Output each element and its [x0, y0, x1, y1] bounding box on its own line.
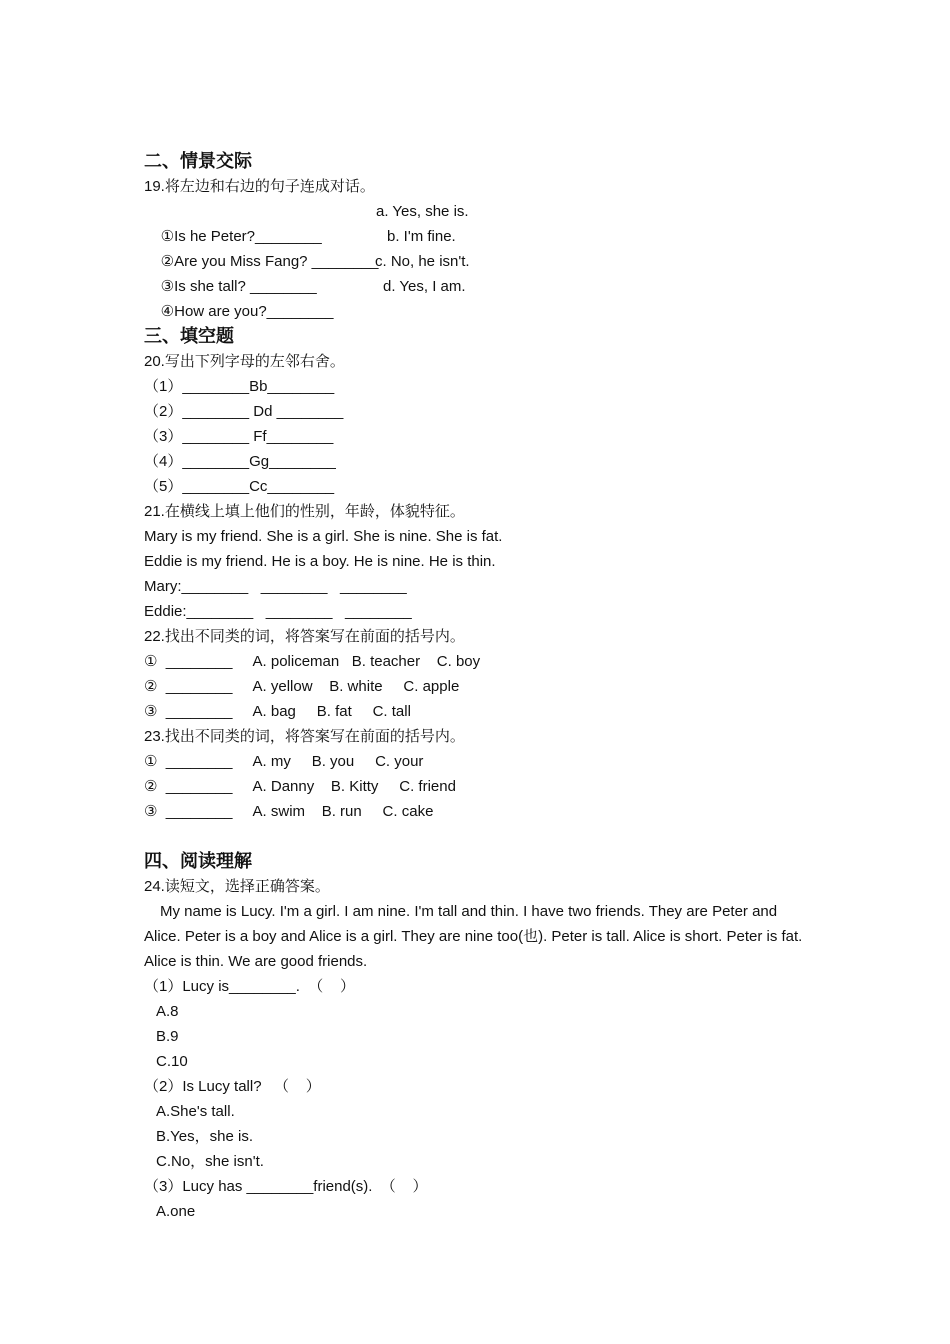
q22-item: ① ________ A. policeman B. teacher C. boy — [144, 653, 481, 670]
q21-line: Eddie is my friend. He is a boy. He is nine. He is thin. — [144, 553, 496, 570]
q21-line: Mary:________ ________ ________ — [144, 578, 407, 595]
worksheet-page — [144, 148, 804, 1224]
q23-item: ③ ________ A. swim B. run C. cake — [144, 803, 434, 820]
q24-question-stem: （1）Lucy is________. （ ） — [144, 978, 355, 995]
q24-prompt: 24.读短文，选择正确答案。 — [144, 878, 330, 895]
q23-item: ② ________ A. Danny B. Kitty C. friend — [144, 778, 456, 795]
q22-prompt: 22.找出不同类的词，将答案写在前面的括号内。 — [144, 628, 465, 645]
section-heading-3: 三、填空题 — [144, 326, 234, 346]
answer-option: C.10 — [156, 1053, 188, 1070]
q23-prompt: 23.找出不同类的词，将答案写在前面的括号内。 — [144, 728, 465, 745]
q20-item: （2）________ Dd ________ — [144, 403, 344, 420]
q24-question-stem: （2）Is Lucy tall? （ ） — [144, 1078, 321, 1095]
q19-left: ④How are you?________ — [160, 303, 334, 320]
q21-line: Mary is my friend. She is a girl. She is nine. She is fat. — [144, 528, 503, 545]
q19-right: b. I'm fine. — [387, 228, 456, 245]
answer-option: B.9 — [156, 1028, 179, 1045]
q19-right: d. Yes, I am. — [383, 278, 466, 295]
q19-row — [144, 274, 804, 320]
q19-left: ②Are you Miss Fang? ________ — [160, 253, 379, 270]
answer-option: C.No，she isn't. — [156, 1153, 264, 1170]
q23-item: ① ________ A. my B. you C. your — [144, 753, 424, 770]
q22-item: ② ________ A. yellow B. white C. apple — [144, 678, 460, 695]
q20-item: （3）________ Ff________ — [144, 428, 334, 445]
answer-option: B.Yes，she is. — [156, 1128, 253, 1145]
section-heading-4: 四、阅读理解 — [144, 851, 252, 871]
answer-option: A.She's tall. — [156, 1103, 235, 1120]
q20-item: （4）________Gg________ — [144, 453, 336, 470]
q20-item: （5）________Cc________ — [144, 478, 335, 495]
q20-prompt: 20.写出下列字母的左邻右舍。 — [144, 353, 345, 370]
q21-prompt: 21.在横线上填上他们的性别，年龄，体貌特征。 — [144, 503, 465, 520]
q24-passage: My name is Lucy. I'm a girl. I am nine. I'm tall and thin. I have two friends. They are Peter and Alice. Peter is a boy and Alice is a girl. They are nine too(也). Peter is tall. Alice is short. Peter is fat. Alice is thin. We are good friends. — [144, 903, 803, 970]
q19-prompt: 19.将左边和右边的句子连成对话。 — [144, 178, 375, 195]
q19-left: ③Is she tall? ________ — [160, 278, 317, 295]
q21-line: Eddie:________ ________ ________ — [144, 603, 412, 620]
q22-item: ③ ________ A. bag B. fat C. tall — [144, 703, 411, 720]
q24-question-stem: （3）Lucy has ________friend(s). （ ） — [144, 1178, 428, 1195]
answer-option: A.one — [156, 1203, 196, 1220]
q19-right: c. No, he isn't. — [375, 253, 470, 270]
section-heading-2: 二、情景交际 — [144, 151, 252, 171]
q19-left: ①Is he Peter?________ — [160, 228, 322, 245]
q20-item: （1）________Bb________ — [144, 378, 335, 395]
answer-option: A.8 — [156, 1003, 179, 1020]
q19-right: a. Yes, she is. — [376, 203, 469, 220]
